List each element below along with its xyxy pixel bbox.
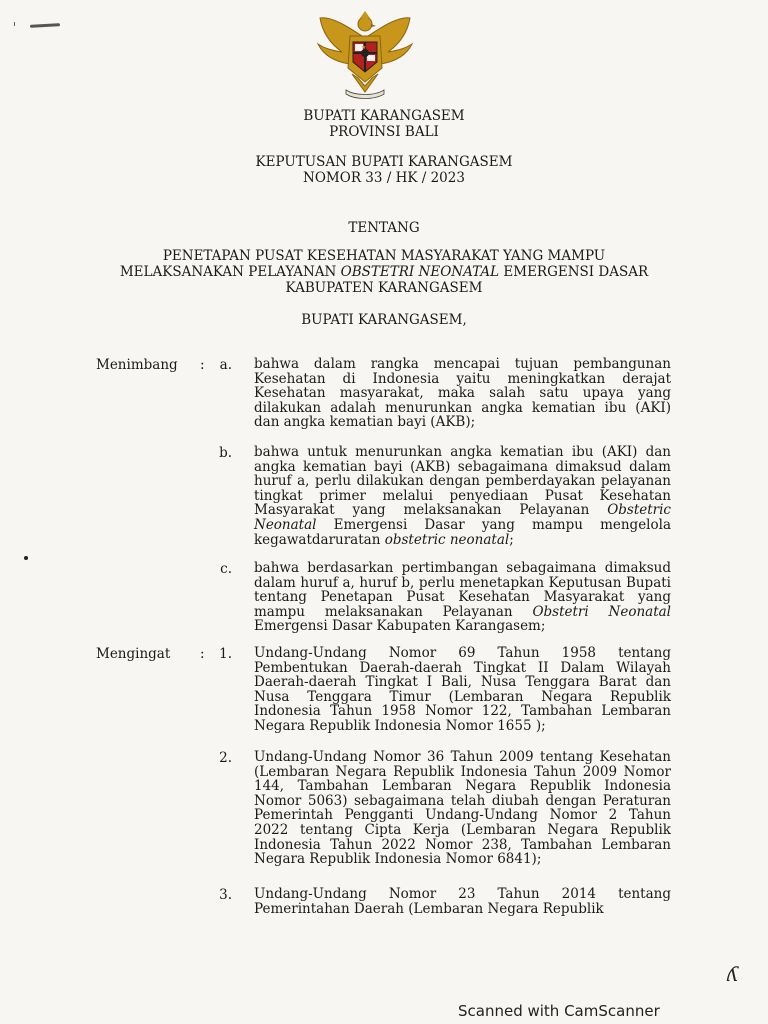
mengingat-colon: : [200,646,205,662]
scanner-footer: Scanned with CamScanner [458,1002,660,1020]
svg-text:★: ★ [361,44,367,51]
tentang-label: TENTANG [348,220,420,236]
subject-line-1: PENETAPAN PUSAT KESEHATAN MASYARAKAT YANG MAMPU [162,248,606,264]
subject-line-3: KABUPATEN KARANGASEM [285,280,483,296]
mengingat-item-2: Undang-Undang Nomor 36 Tahun 2009 tentang Kesehatan (Lembaran Negara Republik Indonesia Tahun 2009 Nomor 144, Tambahan Lembaran Negara Republik Indonesia Nomor 5063) sebagaimana telah diubah dengan Peraturan Pemerintah Pengganti Undang-Undang Nomor 2 Tahun 2022 tentang Cipta Kerja (Lembaran Negara Republik Indonesia Tahun 2022 Nomor 238, Tambahan Lembaran Negara Republik Indonesia Nomor 6841); [254,749,671,868]
mengingat-item-3: Undang-Undang Nomor 23 Tahun 2014 tentang Pemerintahan Daerah (Lembaran Negara Republik [254,886,671,917]
menimbang-item-a: bahwa dalam rangka mencapai tujuan pembangunan Kesehatan di Indonesia yaitu meningkatkan derajat Kesehatan masyarakat, maka salah satu upaya yang dilakukan adalah menurunkan angka kematian ibu (AKI) dan angka kematian bayi (AKB); [254,356,671,431]
item-number-b: b. [219,445,232,461]
menimbang-item-c: bahwa berdasarkan pertimbangan sebagaimana dimaksud dalam huruf a, huruf b, perlu menetapkan Keputusan Bupati tentang Penetapan Pusat Kesehatan Masyarakat yang mampu melaksanakan Pelayanan Obstetri Neonatal Emergensi Dasar Kabupaten Karangasem; [254,560,671,635]
menimbang-colon: : [200,357,205,373]
issuer-line: BUPATI KARANGASEM, [301,312,467,328]
menimbang-label: Menimbang [96,357,178,373]
issuer-title: BUPATI KARANGASEM [303,108,465,124]
decree-title: KEPUTUSAN BUPATI KARANGASEM [255,154,513,170]
province-title: PROVINSI BALI [329,124,439,140]
menimbang-item-b: bahwa untuk menurunkan angka kematian ibu (AKI) dan angka kematian bayi (AKB) sebagaimana dimaksud dalam huruf a, perlu dilakukan dengan pemberdayakan pelayanan tingkat primer melalui penyediaan Pusat Kesehatan Masyarakat yang melaksanakan Pelayanan Obstetric Neonatal Emergensi Dasar yang mampu mengelola kegawatdaruratan obstetric neonatal; [254,444,671,548]
item-number-3: 3. [219,887,232,903]
scan-mark [30,23,60,28]
mengingat-label: Mengingat [96,646,171,662]
item-number-1: 1. [219,646,232,662]
initial-mark: ʎ [727,962,739,986]
scan-dot [24,556,28,560]
item-number-c: c. [220,561,232,577]
item-number-2: 2. [219,750,232,766]
scan-mark-small [14,22,19,26]
subject-line-2: MELAKSANAKAN PELAYANAN OBSTETRI NEONATAL EMERGENSI DASAR [119,264,649,280]
mengingat-item-1: Undang-Undang Nomor 69 Tahun 1958 tentang Pembentukan Daerah-daerah Tingkat II Dalam Wilayah Daerah-daerah Tingkat I Bali, Nusa Tenggara Barat dan Nusa Tenggara Timur (Lembaran Negara Republik Indonesia Tahun 1958 Nomor 122, Tambahan Lembaran Negara Republik Indonesia Nomor 1655 ); [254,645,671,734]
item-number-a: a. [219,357,232,373]
header-block [0,108,768,140]
decree-block [0,154,768,186]
subject-block [0,248,768,296]
garuda-emblem-icon [310,8,420,100]
decree-number: NOMOR 33 / HK / 2023 [303,170,465,186]
